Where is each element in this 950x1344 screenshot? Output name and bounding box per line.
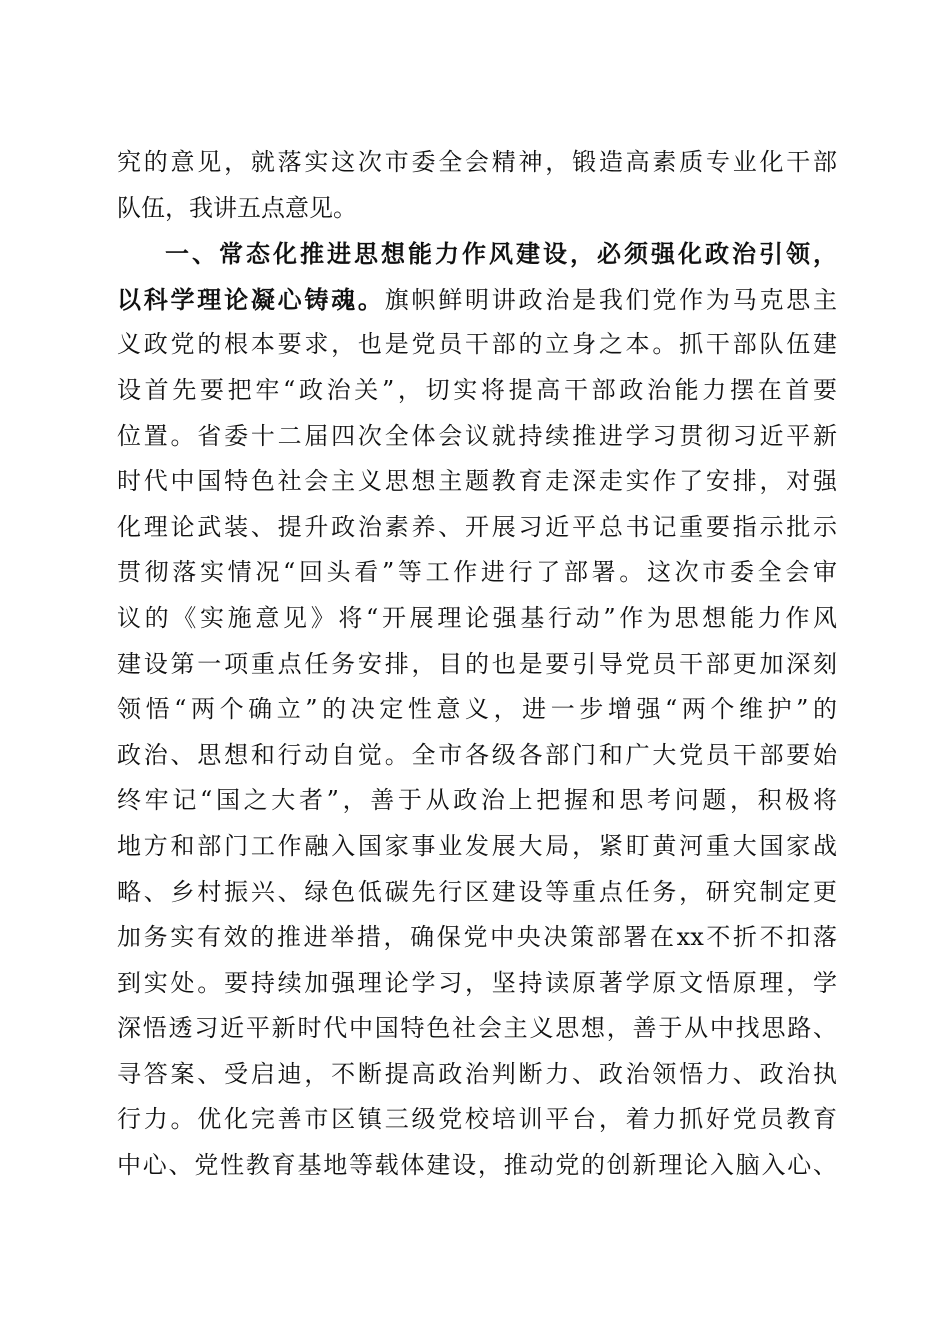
text-line: 政治、思想和行动自觉。全市各级各部门和广大党员干部要始 [117, 740, 837, 769]
text-line: 设首先要把牢“政治关”，切实将提高干部政治能力摆在首要 [117, 375, 837, 404]
text-line: 加务实有效的推进举措，确保党中央决策部署在xx不折不扣落 [117, 923, 837, 952]
section-heading: 一、常态化推进思想能力作风建设，必须强化政治引领， [165, 239, 837, 269]
text-line: 贯彻落实情况“回头看”等工作进行了部署。这次市委全会审 [117, 558, 837, 587]
text-line: 地方和部门工作融入国家事业发展大局，紧盯黄河重大国家战 [117, 831, 837, 860]
body-text [117, 140, 837, 1189]
text-line: 时代中国特色社会主义思想主题教育走深走实作了安排，对强 [117, 467, 837, 496]
text-line: 化理论武装、提升政治素养、开展习近平总书记重要指示批示 [117, 512, 837, 541]
text-line: 深悟透习近平新时代中国特色社会主义思想，善于从中找思路、 [117, 1014, 837, 1043]
text-line: 到实处。要持续加强理论学习，坚持读原著学原文悟原理，学 [117, 968, 837, 997]
text-line: 义政党的根本要求，也是党员干部的立身之本。抓干部队伍建 [117, 330, 837, 359]
text-line: 行力。优化完善市区镇三级党校培训平台，着力抓好党员教育 [117, 1105, 837, 1134]
section-heading-continued: 以科学理论凝心铸魂。 [117, 284, 385, 314]
text-line: 以科学理论凝心铸魂。旗帜鲜明讲政治是我们党作为马克思主 [117, 284, 838, 314]
text-line: 队伍，我讲五点意见。 [117, 193, 357, 222]
text-line: 中心、党性教育基地等载体建设，推动党的创新理论入脑入心、 [117, 1151, 837, 1180]
text-line: 究的意见，就落实这次市委全会精神，锻造高素质专业化干部 [117, 148, 837, 176]
text-line: 建设第一项重点任务安排，目的也是要引导党员干部更加深刻 [117, 649, 837, 678]
text-line: 略、乡村振兴、绿色低碳先行区建设等重点任务，研究制定更 [117, 877, 837, 906]
text-line: 位置。省委十二届四次全体会议就持续推进学习贯彻习近平新 [117, 421, 837, 450]
text-line: 议的《实施意见》将“开展理论强基行动”作为思想能力作风 [117, 603, 837, 632]
text-line: 终牢记“国之大者”，善于从政治上把握和思考问题，积极将 [117, 786, 837, 815]
text-line: 寻答案、受启迪，不断提高政治判断力、政治领悟力、政治执 [117, 1059, 837, 1088]
text-line: 领悟“两个确立”的决定性意义，进一步增强“两个维护”的 [117, 695, 837, 724]
